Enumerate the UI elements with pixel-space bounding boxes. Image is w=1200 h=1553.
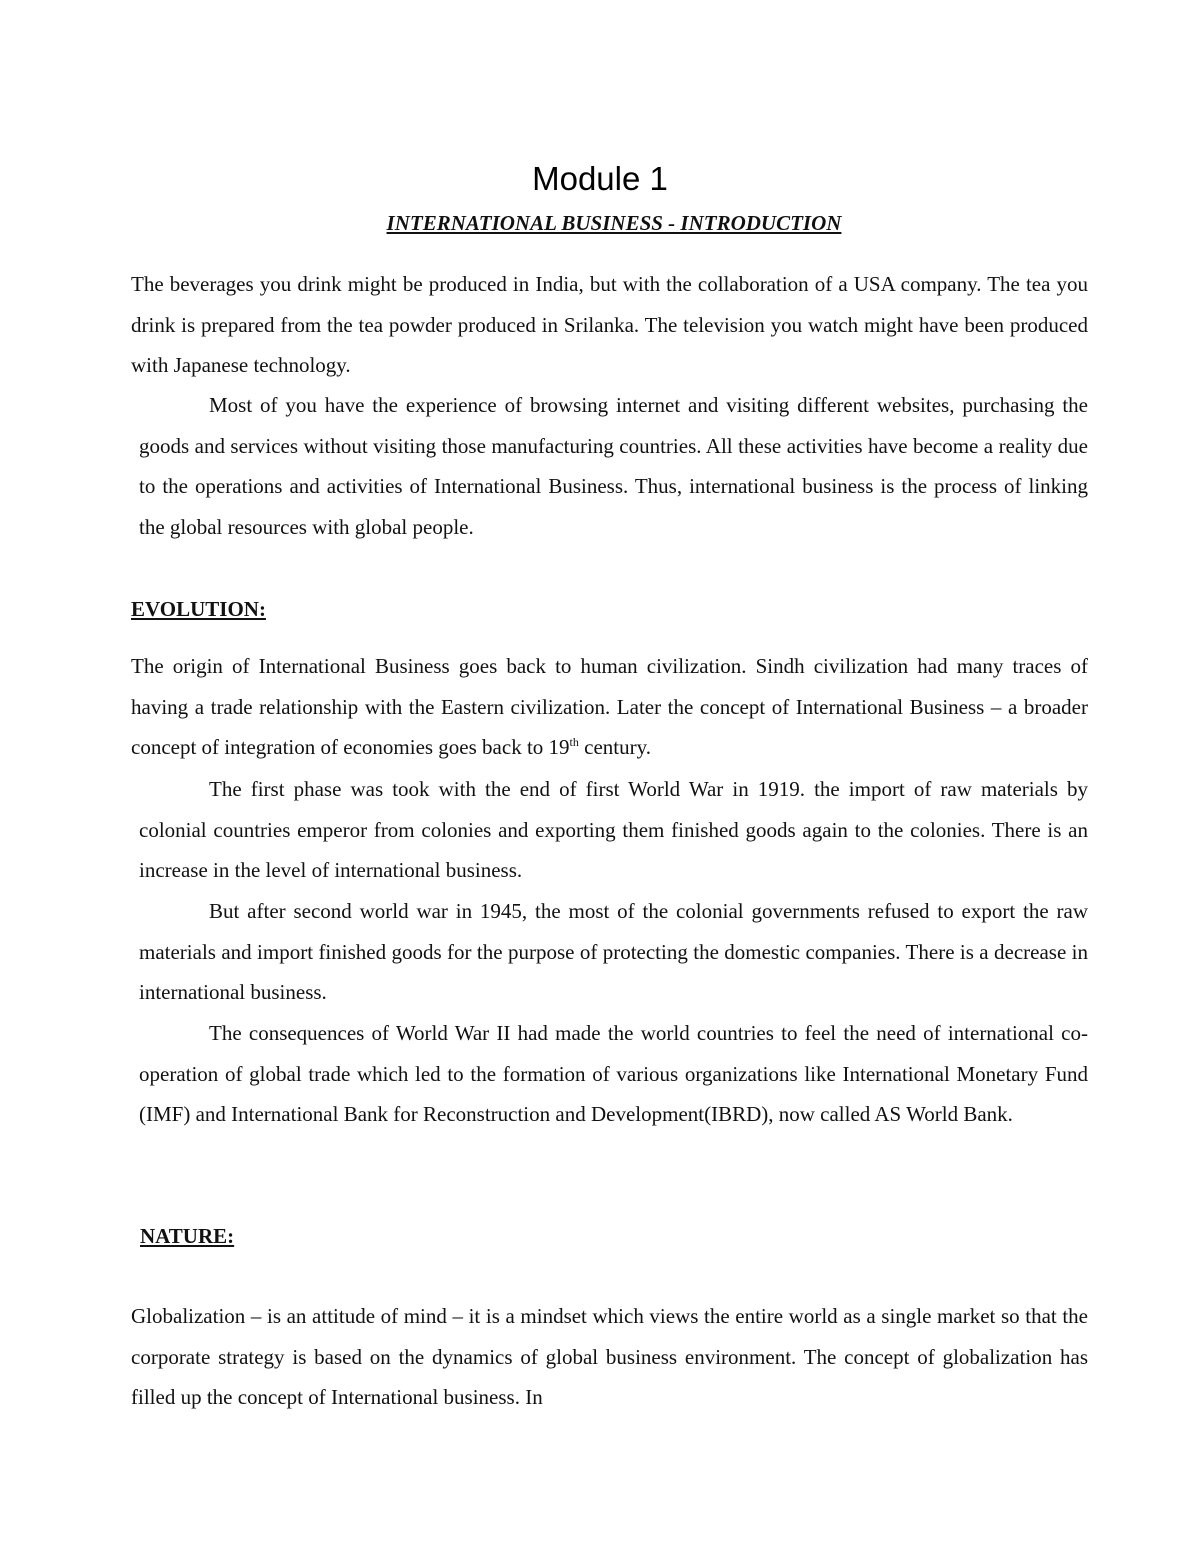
evolution-paragraph-1 [131, 646, 1088, 768]
ordinal-suffix: th [569, 735, 579, 749]
module-title: Module 1 [532, 160, 668, 197]
evolution-paragraph-1-text: The origin of International Business goes back to human civilization. Sindh civilization had many traces of having a trade relationship with the Eastern civilization. Later the concept of International Business – a broader concept of integration of economies goes back to 19 [131, 654, 1088, 759]
intro-paragraph-1: The beverages you drink might be produced in India, but with the collaboration of a USA company. The tea you drink is prepared from the tea powder produced in Srilanka. The television you watch might have been produced with Japanese technology. [131, 272, 1088, 377]
section-title: INTERNATIONAL BUSINESS - INTRODUCTION [386, 211, 842, 235]
evolution-heading: EVOLUTION: [131, 597, 266, 621]
evolution-paragraph-1-end: century. [578, 735, 651, 759]
intro-paragraph-2: Most of you have the experience of browsing internet and visiting different websites, purchasing the goods and services without visiting those manufacturing countries. All these activities have become a reality due to the operations and activities of International Business. Thus, international business is the process of linking the global resources with global people. [139, 393, 1088, 539]
evolution-paragraph-4: The consequences of World War II had made the world countries to feel the need of international co-operation of global trade which led to the formation of various organizations like International Monetary Fund (IMF) and International Bank for Reconstruction and Development(IBRD), now called AS World Bank. [139, 1021, 1088, 1126]
evolution-paragraph-2: The first phase was took with the end of first World War in 1919. the import of raw materials by colonial countries emperor from colonies and exporting them finished goods again to the colonies. There is an increase in the level of international business. [139, 777, 1088, 882]
nature-heading: NATURE: [140, 1224, 235, 1248]
nature-paragraph-1: Globalization – is an attitude of mind – it is a mindset which views the entire world as a single market so that the corporate strategy is based on the dynamics of global business environment. The concept of globalization has filled up the concept of International business. In [131, 1304, 1088, 1409]
evolution-paragraph-3: But after second world war in 1945, the most of the colonial governments refused to export the raw materials and import finished goods for the purpose of protecting the domestic companies. There is a decrease in international business. [139, 899, 1088, 1004]
